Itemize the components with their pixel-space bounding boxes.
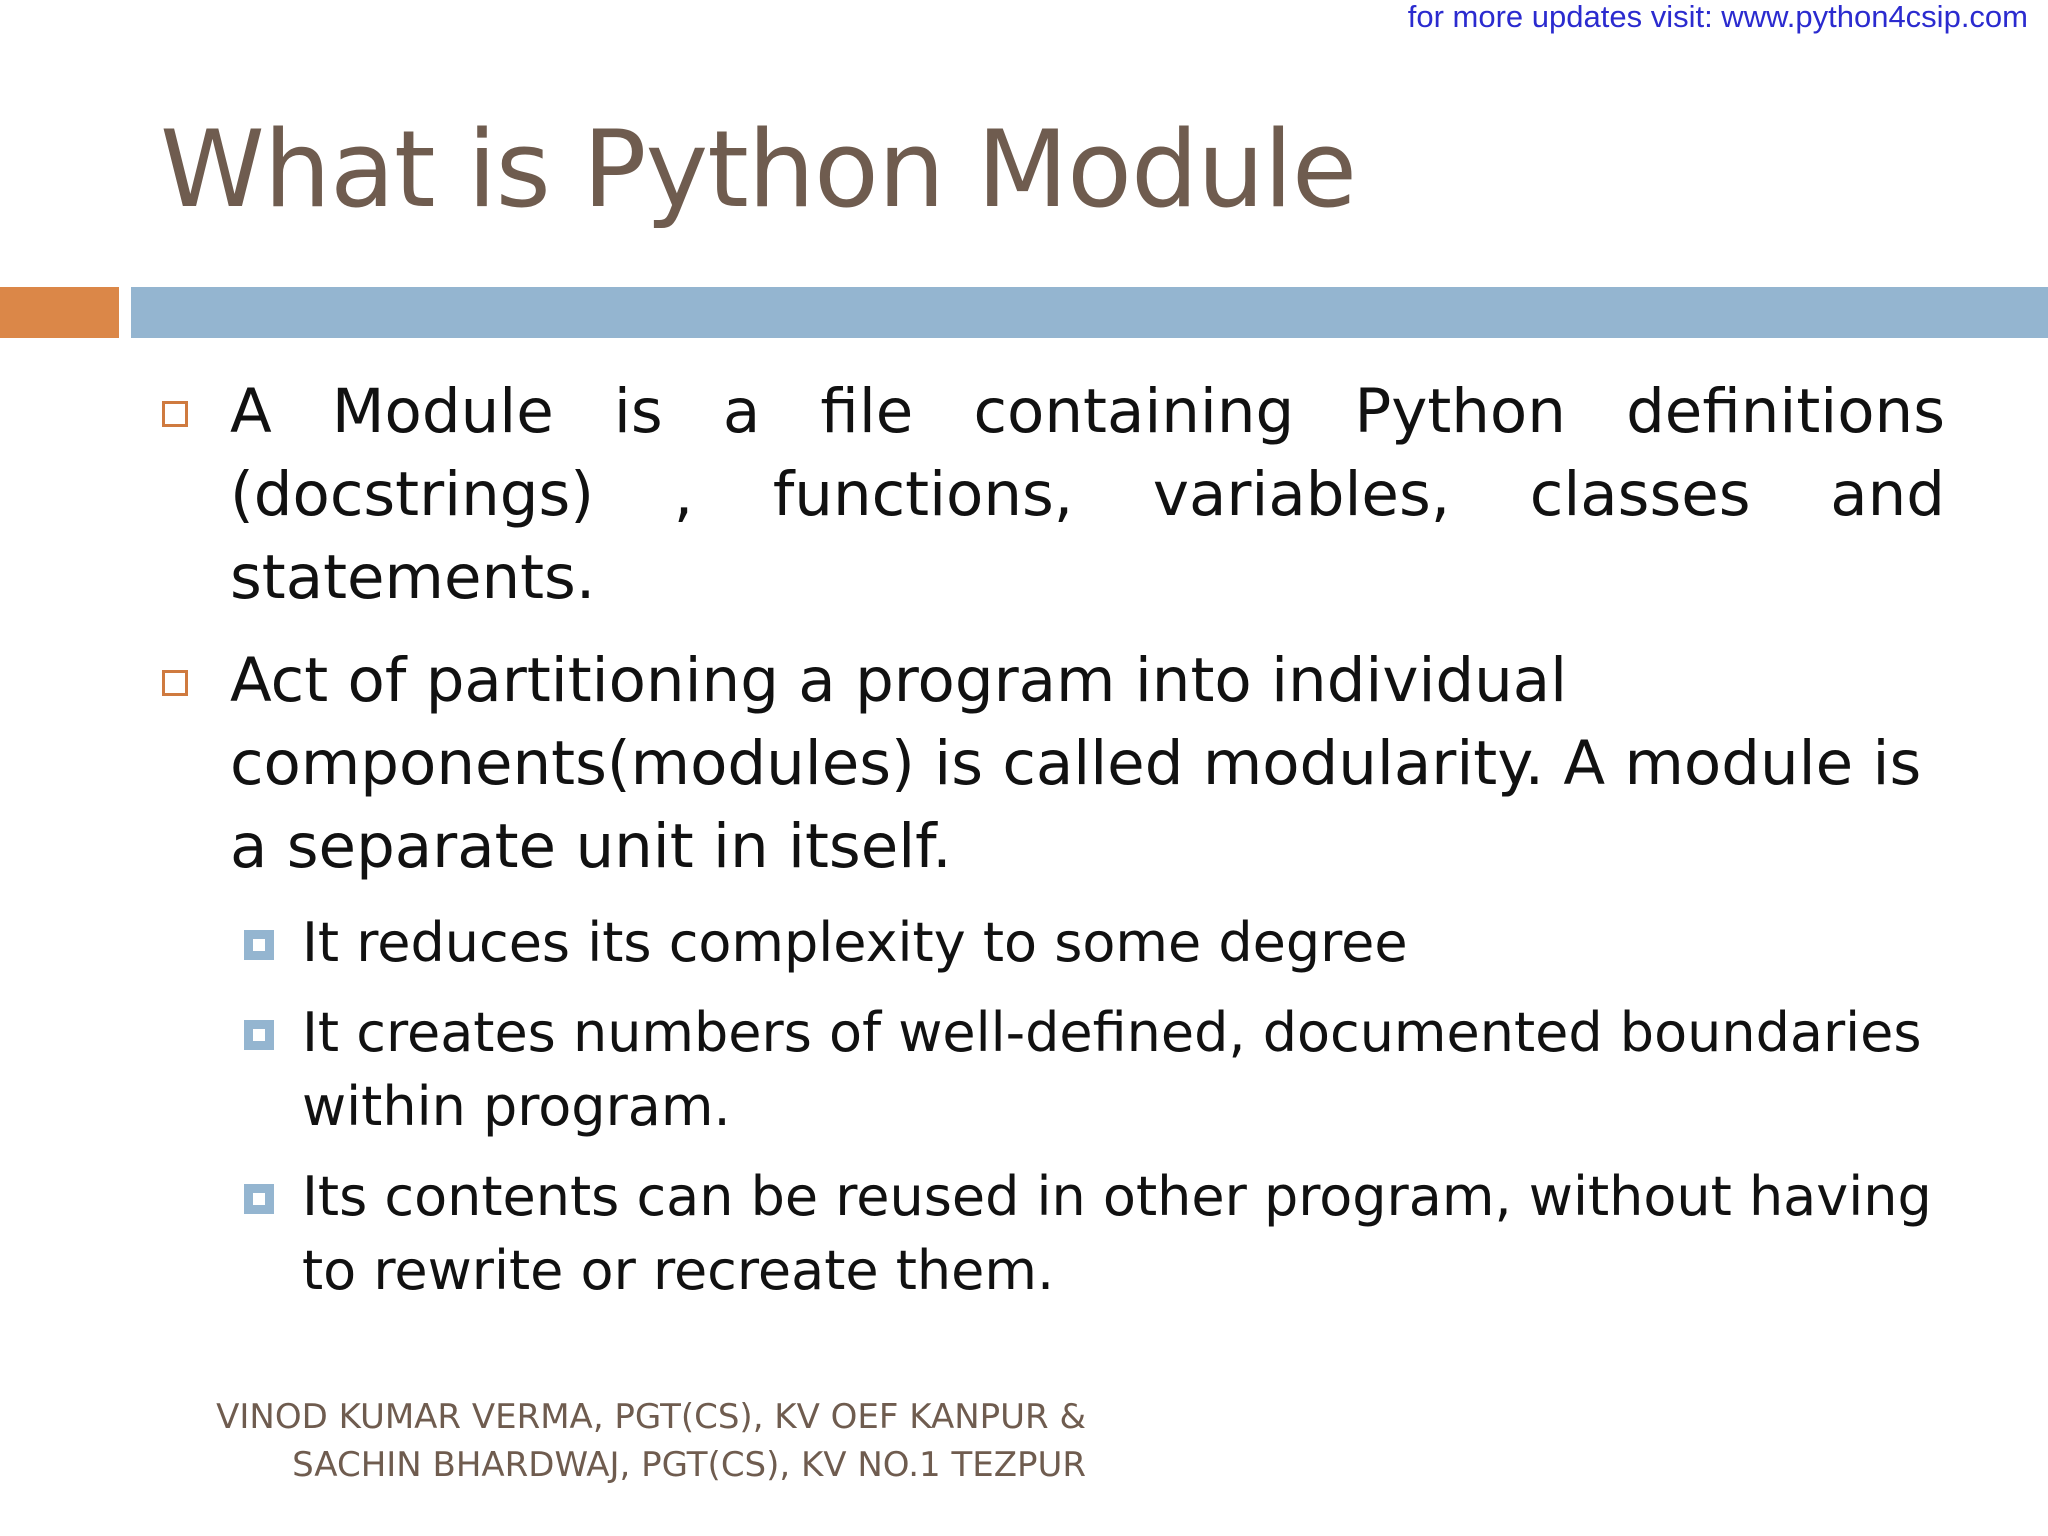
slide-footer bbox=[216, 1393, 1086, 1489]
hollow-square-bullet-icon bbox=[162, 401, 188, 427]
filled-square-bullet-icon bbox=[244, 930, 274, 960]
bullet-text: A Module is a file containing Python definitions (docstrings) , functions, variables, classes and statements. bbox=[230, 376, 1945, 613]
footer-line-1: VINOD KUMAR VERMA, PGT(CS), KV OEF KANPUR & bbox=[216, 1397, 1086, 1437]
sub-bullet-item bbox=[160, 1160, 1945, 1308]
bullet-text: Act of partitioning a program into individual components(modules) is called modularity. A module is a separate unit in itself. bbox=[230, 645, 1922, 882]
bullet-item bbox=[160, 639, 1945, 888]
sub-bullet-item bbox=[160, 996, 1945, 1144]
sub-bullet-text: Its contents can be reused in other program, without having to rewrite or recreate them. bbox=[302, 1165, 1932, 1302]
sub-bullet-text: It creates numbers of well-defined, documented boundaries within program. bbox=[302, 1001, 1922, 1138]
accent-bar-orange bbox=[0, 287, 119, 338]
watermark-link[interactable]: for more updates visit: www.python4csip.com bbox=[1407, 0, 2028, 34]
accent-bar-blue bbox=[131, 287, 2048, 338]
footer-line-2: SACHIN BHARDWAJ, PGT(CS), KV NO.1 TEZPUR bbox=[292, 1445, 1086, 1485]
hollow-square-bullet-icon bbox=[162, 670, 188, 696]
bullet-item bbox=[160, 370, 1945, 619]
filled-square-bullet-icon bbox=[244, 1184, 274, 1214]
filled-square-bullet-icon bbox=[244, 1020, 274, 1050]
slide-title: What is Python Module bbox=[160, 108, 1357, 231]
slide-content bbox=[160, 370, 1945, 1308]
sub-bullet-item bbox=[160, 906, 1945, 980]
sub-bullet-text: It reduces its complexity to some degree bbox=[302, 911, 1408, 974]
